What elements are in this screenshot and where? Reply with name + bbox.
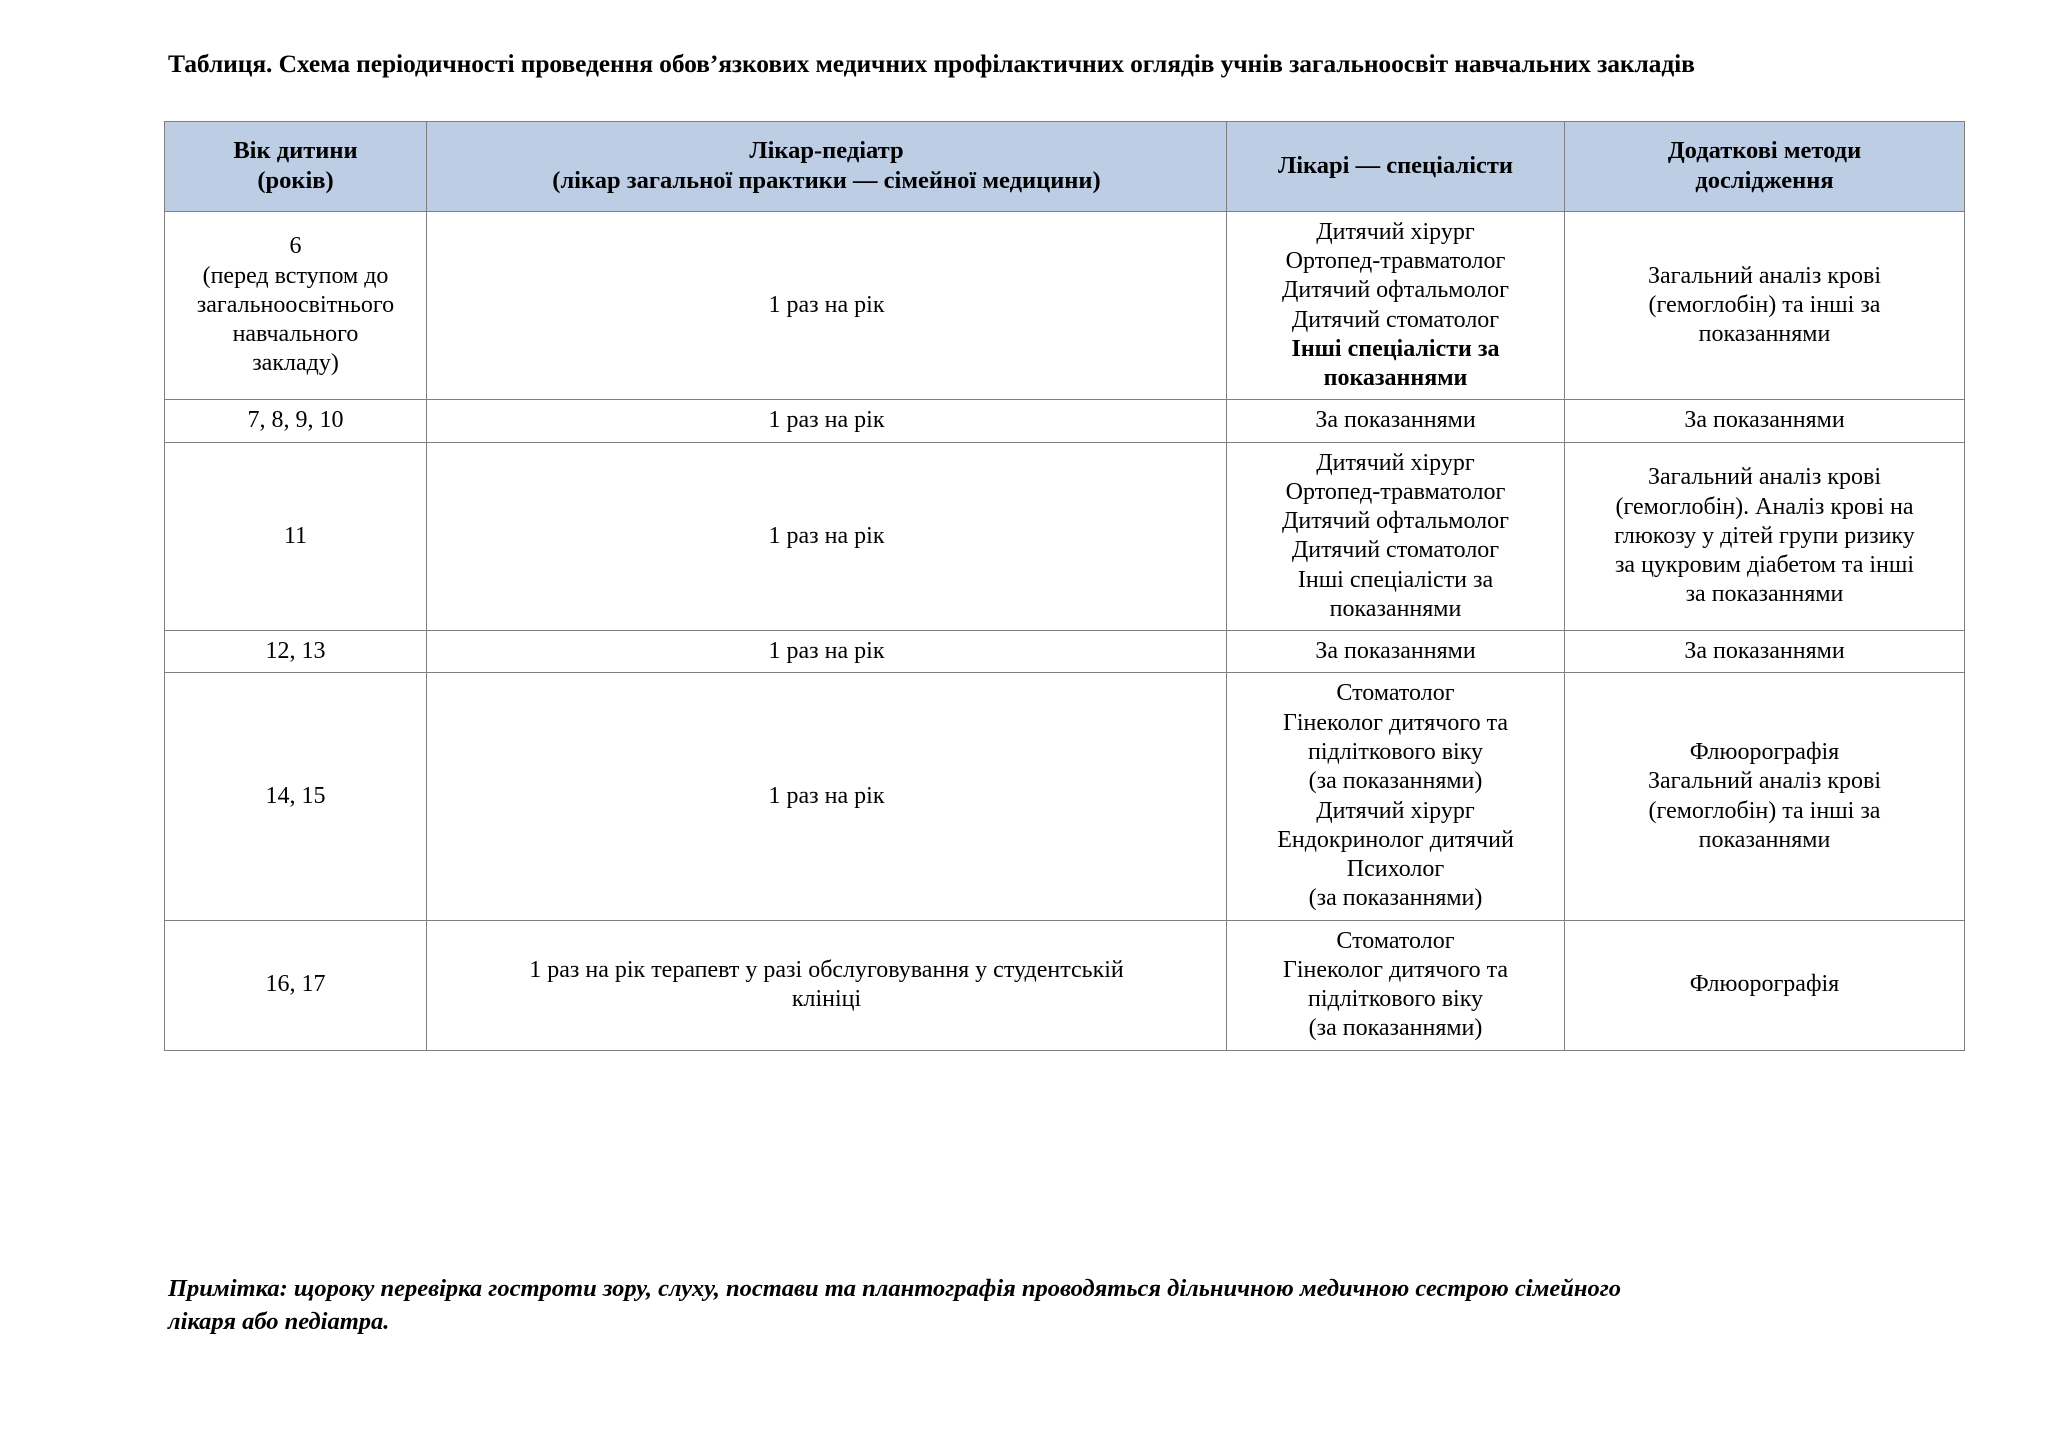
column-header-pediatrician — [427, 122, 1227, 212]
cell-specialists-line: показаннями — [1329, 595, 1462, 622]
cell-age-line: 7, 8, 9, 10 — [247, 407, 344, 434]
cell-extra-methods — [1565, 673, 1965, 920]
cell-pediatrician-line: 1 раз на рік — [768, 291, 885, 318]
table-row — [165, 920, 1965, 1050]
schedule-table — [164, 121, 1965, 1051]
cell-age-line: закладу) — [252, 350, 339, 377]
column-header-pediatrician-line2: (лікар загальної практики — сімейної медицини) — [552, 167, 1101, 195]
column-header-age — [165, 122, 427, 212]
cell-pediatrician — [427, 442, 1227, 631]
cell-extra-methods-line: за цукровим діабетом та інші — [1614, 552, 1915, 579]
cell-specialists-line: За показаннями — [1315, 638, 1476, 665]
cell-age-line: 6 — [289, 233, 302, 260]
cell-extra-methods-line: Флюорографія — [1689, 971, 1840, 998]
cell-extra-methods — [1565, 920, 1965, 1050]
cell-specialists-line: підліткового віку — [1307, 739, 1484, 765]
cell-specialists-line: (за показаннями) — [1308, 885, 1483, 912]
column-header-age-line2: (років) — [257, 167, 334, 195]
cell-specialists — [1227, 631, 1565, 673]
cell-specialists — [1227, 400, 1565, 442]
column-header-age-line1: Вік дитини — [233, 137, 358, 164]
cell-specialists-line: Стоматолог — [1336, 680, 1455, 707]
cell-extra-methods-line: Флюорографія — [1689, 739, 1840, 765]
cell-age-line: 12, 13 — [265, 638, 326, 665]
cell-specialists-line: Дитячий хірург — [1316, 449, 1475, 476]
cell-extra-methods-line: глюкозу у дітей групи ризику — [1614, 522, 1915, 549]
table-note — [168, 1272, 1958, 1338]
cell-pediatrician-line: клініці — [791, 986, 862, 1013]
table-row — [165, 442, 1965, 631]
cell-specialists-line: Дитячий стоматолог — [1291, 537, 1500, 564]
column-header-extra-methods — [1565, 122, 1965, 212]
column-header-pediatrician-line1: Лікар-педіатр — [749, 137, 904, 164]
cell-specialists-line: Ортопед-травматолог — [1285, 478, 1506, 505]
column-header-extra-methods-line2: дослідження — [1695, 167, 1834, 195]
schedule-table-container — [164, 121, 1964, 1051]
cell-specialists-line: показаннями — [1323, 365, 1468, 392]
table-row — [165, 400, 1965, 442]
cell-specialists-line: Інші спеціалісти за — [1297, 566, 1494, 593]
table-header-row — [165, 122, 1965, 212]
cell-age — [165, 673, 427, 920]
cell-extra-methods-line: Загальний аналіз крові — [1648, 768, 1881, 795]
cell-extra-methods-line: показаннями — [1698, 826, 1831, 853]
cell-pediatrician — [427, 211, 1227, 400]
column-header-extra-methods-line1: Додаткові методи — [1667, 137, 1862, 164]
table-body — [165, 211, 1965, 1050]
cell-extra-methods — [1565, 631, 1965, 673]
table-row — [165, 673, 1965, 920]
cell-extra-methods — [1565, 442, 1965, 631]
cell-specialists — [1227, 673, 1565, 920]
cell-specialists — [1227, 211, 1565, 400]
cell-age-line: 11 — [283, 522, 308, 549]
cell-extra-methods-line: за показаннями — [1685, 581, 1844, 608]
cell-extra-methods — [1565, 211, 1965, 400]
cell-extra-methods-line: показаннями — [1698, 321, 1831, 348]
cell-specialists-line: Стоматолог — [1336, 927, 1455, 954]
table-row — [165, 631, 1965, 673]
cell-age-line: загальноосвітнього — [196, 291, 395, 318]
cell-specialists-line: Дитячий офтальмолог — [1282, 277, 1509, 304]
cell-pediatrician-line: 1 раз на рік — [768, 638, 885, 665]
cell-extra-methods — [1565, 400, 1965, 442]
table-row — [165, 211, 1965, 400]
cell-age — [165, 442, 427, 631]
table-header — [165, 122, 1965, 212]
cell-extra-methods-line: За показаннями — [1684, 407, 1845, 434]
cell-age — [165, 400, 427, 442]
cell-pediatrician-line: 1 раз на рік — [768, 522, 885, 549]
cell-pediatrician — [427, 400, 1227, 442]
cell-pediatrician — [427, 673, 1227, 920]
cell-specialists-line: Психолог — [1346, 856, 1445, 883]
cell-extra-methods-line: За показаннями — [1684, 638, 1845, 665]
column-header-specialists-line1: Лікарі — спеціалісти — [1277, 152, 1514, 180]
cell-specialists-line: (за показаннями) — [1308, 1015, 1483, 1042]
cell-specialists-line: Гінеколог дитячого та — [1283, 956, 1508, 983]
table-note-line2: лікаря або педіатра. — [168, 1308, 390, 1336]
cell-specialists-line: Дитячий хірург — [1316, 797, 1475, 824]
cell-specialists — [1227, 920, 1565, 1050]
cell-pediatrician-line: 1 раз на рік — [768, 782, 885, 809]
cell-age-line: 14, 15 — [265, 782, 326, 809]
cell-age-line: (перед вступом до — [202, 262, 389, 289]
cell-pediatrician — [427, 920, 1227, 1050]
cell-age — [165, 211, 427, 400]
table-note-line1: Примітка: щороку перевірка гостроти зору, слуху, постави та плантографія проводяться дільничною медичною сестрою сімейного — [168, 1275, 1622, 1302]
column-header-specialists — [1227, 122, 1565, 212]
cell-pediatrician-line: 1 раз на рік терапевт у разі обслуговування у студентській — [529, 956, 1124, 983]
cell-specialists-line: Ортопед-травматолог — [1285, 248, 1506, 275]
cell-extra-methods-line: Загальний аналіз крові — [1648, 262, 1881, 289]
cell-extra-methods-line: (гемоглобін) та інші за — [1648, 291, 1881, 318]
cell-age — [165, 631, 427, 673]
cell-specialists-line: Гінеколог дитячого та — [1283, 709, 1508, 736]
cell-specialists-line: Інші спеціалісти за — [1291, 335, 1500, 362]
cell-specialists-line: (за показаннями) — [1308, 768, 1483, 795]
cell-extra-methods-line: Загальний аналіз крові — [1648, 464, 1881, 491]
cell-specialists-line: Дитячий стоматолог — [1291, 306, 1500, 333]
cell-age — [165, 920, 427, 1050]
cell-specialists-line: Ендокринолог дитячий — [1277, 826, 1514, 853]
cell-age-line: 16, 17 — [265, 971, 326, 998]
cell-specialists-line: Дитячий хірург — [1316, 218, 1475, 245]
cell-extra-methods-line: (гемоглобін) та інші за — [1648, 797, 1881, 824]
cell-specialists — [1227, 442, 1565, 631]
cell-extra-methods-line: (гемоглобін). Аналіз крові на — [1615, 493, 1914, 520]
cell-specialists-line: Дитячий офтальмолог — [1282, 508, 1509, 535]
cell-pediatrician-line: 1 раз на рік — [768, 407, 885, 434]
cell-age-line: навчального — [232, 321, 359, 348]
document-title: Таблиця. Схема періодичності проведення обов’язкових медичних профілактичних оглядів учнів загальноосвіт навчальних закладів — [168, 49, 1695, 78]
cell-specialists-line: За показаннями — [1315, 407, 1476, 434]
cell-pediatrician — [427, 631, 1227, 673]
cell-specialists-line: підліткового віку — [1307, 986, 1484, 1013]
